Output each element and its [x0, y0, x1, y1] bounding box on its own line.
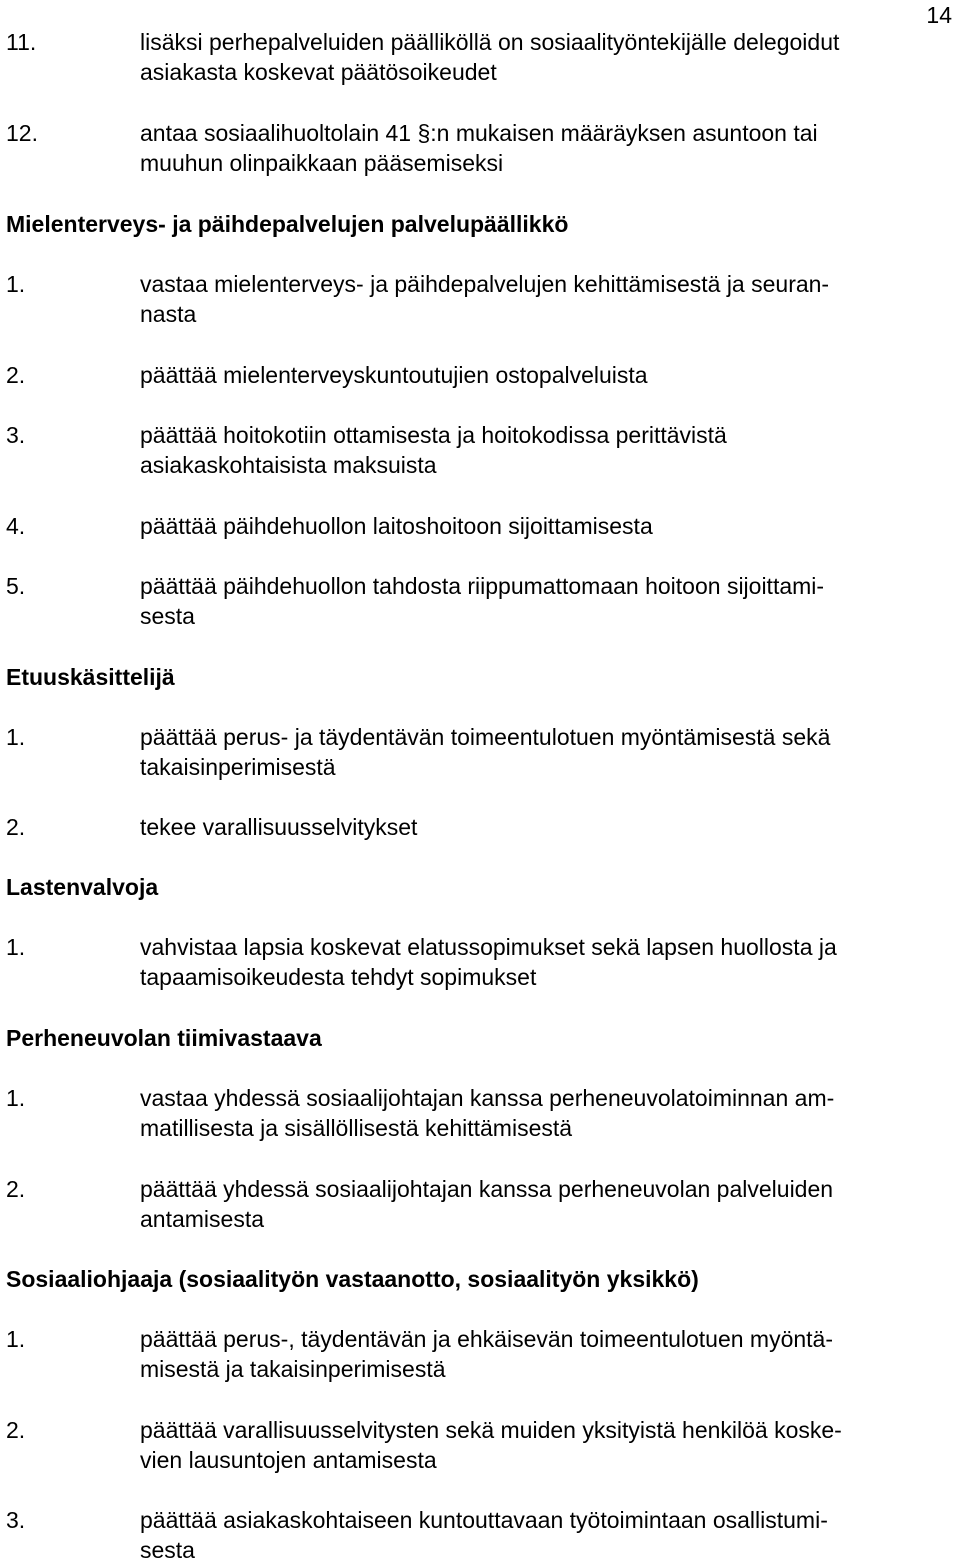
item-text: lisäksi perhepalveluiden päälliköllä on sosiaalityöntekijälle delegoidut asiakasta koskevat päätösoikeudet: [140, 29, 840, 85]
item-text: vahvistaa lapsia koskevat elatussopimukset sekä lapsen huollosta ja tapaamisoikeudesta tehdyt sopimukset: [140, 934, 837, 990]
item-number: 3.: [6, 1507, 26, 1533]
section-heading: Mielenterveys- ja päihdepalvelujen palvelupäällikkö: [6, 211, 569, 237]
section-heading: Etuuskäsittelijä: [6, 664, 175, 690]
item-text: päättää mielenterveyskuntoutujien ostopalveluista: [140, 362, 648, 388]
item-number: 11.: [6, 29, 37, 55]
item-text: päättää varallisuusselvitysten sekä muiden yksityistä henkilöä koske- vien lausuntojen antamisesta: [140, 1417, 842, 1473]
section-heading: Perheneuvolan tiimivastaava: [6, 1025, 322, 1051]
item-number: 1.: [6, 1085, 26, 1111]
page-number: 14: [926, 2, 952, 28]
section-heading: Lastenvalvoja: [6, 874, 159, 900]
item-text: päättää asiakaskohtaiseen kuntouttavaan työtoimintaan osallistumi- sesta: [140, 1507, 828, 1563]
item-number: 2.: [6, 1417, 26, 1443]
item-text: päättää päihdehuollon laitoshoitoon sijoittamisesta: [140, 513, 653, 539]
item-text: antaa sosiaalihuoltolain 41 §:n mukaisen määräyksen asuntoon tai muuhun olinpaikkaan pääsemiseksi: [140, 120, 818, 176]
item-text: tekee varallisuusselvitykset: [140, 814, 418, 840]
item-number: 2.: [6, 1176, 26, 1202]
item-text: päättää perus-, täydentävän ja ehkäisevän toimeentulotuen myöntä- misestä ja takaisinperimisestä: [140, 1326, 833, 1382]
item-number: 1.: [6, 934, 26, 960]
item-text: päättää päihdehuollon tahdosta riippumattomaan hoitoon sijoittami- sesta: [140, 573, 825, 629]
item-number: 1.: [6, 724, 26, 750]
item-number: 12.: [6, 120, 38, 146]
item-text: päättää hoitokotiin ottamisesta ja hoitokodissa perittävistä asiakaskohtaisista maksuista: [140, 422, 727, 478]
item-number: 2.: [6, 362, 26, 388]
item-number: 2.: [6, 814, 26, 840]
section-heading: Sosiaaliohjaaja (sosiaalityön vastaanotto, sosiaalityön yksikkö): [6, 1266, 699, 1292]
item-number: 4.: [6, 513, 26, 539]
item-number: 3.: [6, 422, 26, 448]
item-number: 5.: [6, 573, 26, 599]
item-text: vastaa mielenterveys- ja päihdepalvelujen kehittämisestä ja seuran- nasta: [140, 271, 830, 327]
item-text: päättää yhdessä sosiaalijohtajan kanssa perheneuvolan palveluiden antamisesta: [140, 1176, 834, 1232]
item-number: 1.: [6, 1326, 26, 1352]
item-number: 1.: [6, 271, 26, 297]
item-text: päättää perus- ja täydentävän toimeentulotuen myöntämisestä sekä takaisinperimisestä: [140, 724, 831, 780]
item-text: vastaa yhdessä sosiaalijohtajan kanssa perheneuvolatoiminnan am- matillisesta ja sisällöllisestä kehittämisestä: [140, 1085, 835, 1141]
